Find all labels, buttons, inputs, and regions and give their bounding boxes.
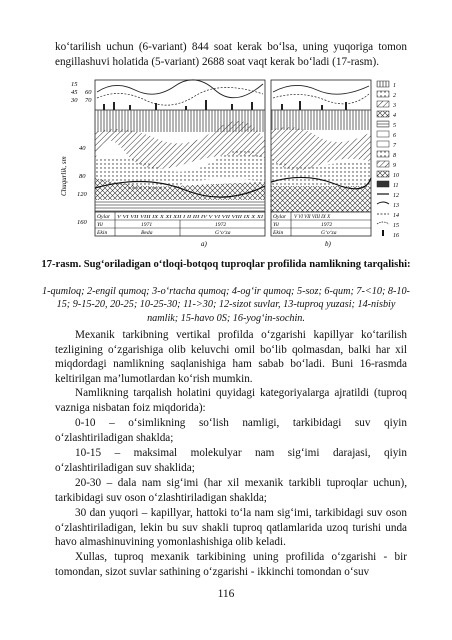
row-label-crop: Ekin: [97, 230, 108, 236]
legend-number: 2: [393, 93, 396, 99]
depth-tick: 15: [71, 81, 78, 88]
depth-tick: 120: [77, 191, 87, 198]
body-paragraph: 20-30 – dala nam sig‘imi (har xil mexanik tarkibli tuproqlar uchun), tarkibidagi suv oson o‘zlashtiriladigan shaklda;: [55, 477, 407, 504]
legend-number: 10: [393, 173, 399, 179]
legend-number: 4: [393, 113, 396, 119]
y-axis-label: Chuqurlik, sm: [60, 156, 68, 196]
year-label: 1972: [321, 222, 333, 228]
depth-tick: 40: [79, 145, 86, 152]
body-paragraph: 10-15 – maksimal molekulyar nam sig‘imi darajasi, qiyin o‘zlashtiriladigan suv shaklida;: [55, 447, 407, 474]
top-paragraph: ko‘tarilish uchun (6-variant) 844 soat kerak bo‘lsa, uning yuqoriga tomon engillashuvi holatida (5-variant) 2688 soat vaqt kerak bo‘ladi (17-rasm).: [55, 41, 407, 68]
row-label-months: Oylar: [97, 214, 111, 220]
depth-tick: 160: [77, 219, 87, 226]
depth-tick: 70: [85, 97, 92, 104]
month-sequence: V VI VII VIII IX X XI XII I II III IV V VI VII VIII IX X XI: [117, 214, 264, 219]
panel-label-a: a): [201, 240, 207, 248]
row-label-crop: Ekin: [273, 230, 284, 236]
left-profile-panel: [95, 80, 265, 248]
legend-number: 6: [393, 133, 396, 139]
legend-number: 11: [393, 183, 399, 189]
right-profile-panel: [271, 80, 371, 248]
crop-label: G‘o‘za: [215, 230, 231, 236]
page-number: 116: [217, 588, 235, 600]
depth-tick: 45: [71, 89, 78, 96]
figure-legend: [377, 81, 399, 239]
legend-number: 1: [393, 83, 396, 89]
figure-caption-title: 17-rasm. Sug‘oriladigan o‘tloqi-botqoq tuproqlar profilida namlikning tarqalishi:: [41, 259, 411, 270]
row-label-months: Oylar: [273, 214, 287, 220]
body-paragraph: Mexanik tarkibning vertikal profilda o‘zgarishi kapillyar ko‘tarilish tezligining o‘zgarishiga olib keluvchi omil bo‘lib qolmasdan, balki har xil miqdordagi namlikning saqlanishiga ham sabab bo‘ladi. Buni 16-rasmda keltirilgan ma’lumotlardan ko‘rish mumkin.: [55, 329, 407, 385]
body-paragraph: Namlikning tarqalish holatini quyidagi kategoriyalarga ajratildi (tuproq vazniga nisbatan foiz miqdorida):: [55, 387, 407, 414]
body-paragraph: 0-10 – o‘simlikning so‘lish namligi, tarkibidagi suv qiyin o‘zlashtiriladigan shaklda;: [55, 417, 407, 444]
body-paragraph: Xullas, tuproq mexanik tarkibining uning profilida o‘zgarishi - bir tomondan, sizot suvlar sathining o‘zgarishi - ikkinchi tomondan o‘suv: [55, 551, 407, 578]
year-label: 1972: [215, 222, 227, 228]
crop-label: G‘o‘za: [321, 230, 337, 236]
crop-label: Beda: [141, 230, 153, 236]
legend-number: 15: [393, 223, 399, 229]
legend-number: 3: [393, 103, 396, 109]
month-sequence: V VI VII VIII IX X: [294, 215, 331, 220]
legend-number: 12: [393, 193, 399, 199]
legend-number: 9: [393, 163, 396, 169]
legend-number: 5: [393, 123, 396, 129]
row-label-year: Yil: [273, 222, 279, 228]
depth-tick: 60: [85, 89, 92, 96]
depth-tick: 80: [79, 173, 86, 180]
row-label-year: Yil: [97, 222, 103, 228]
legend-number: 13: [393, 203, 399, 209]
legend-number: 14: [393, 213, 399, 219]
soil-moisture-profile-figure: [55, 78, 407, 254]
legend-number: 8: [393, 153, 396, 159]
legend-number: 7: [393, 143, 396, 149]
year-label: 1971: [141, 222, 153, 228]
depth-tick: 30: [71, 97, 78, 104]
figure-caption-legend: 1-qumloq; 2-engil qumoq; 3-o‘rtacha qumoq; 4-og‘ir qumoq; 5-soz; 6-qum; 7-<10; 8-10-15; 9-15-20, 20-25; 10-25-30; 11->30; 12-sizot suvlar, 13-tuproq yuzasi; 14-nisbiy namlik; 15-havo 0S; 16-yog‘in-sochin.: [42, 286, 410, 324]
body-paragraph: 30 dan yuqori – kapillyar, hattoki to‘la nam sig‘imi, tarkibidagi suv oson o‘zlashtiriladigan, lekin bu suv shakli tuproq qatlamlarida uzoq turishi unda havo almashinuvining yomonlashishiga olib keladi.: [55, 507, 407, 549]
legend-number: 16: [393, 233, 399, 239]
panel-label-b: b): [325, 240, 331, 248]
